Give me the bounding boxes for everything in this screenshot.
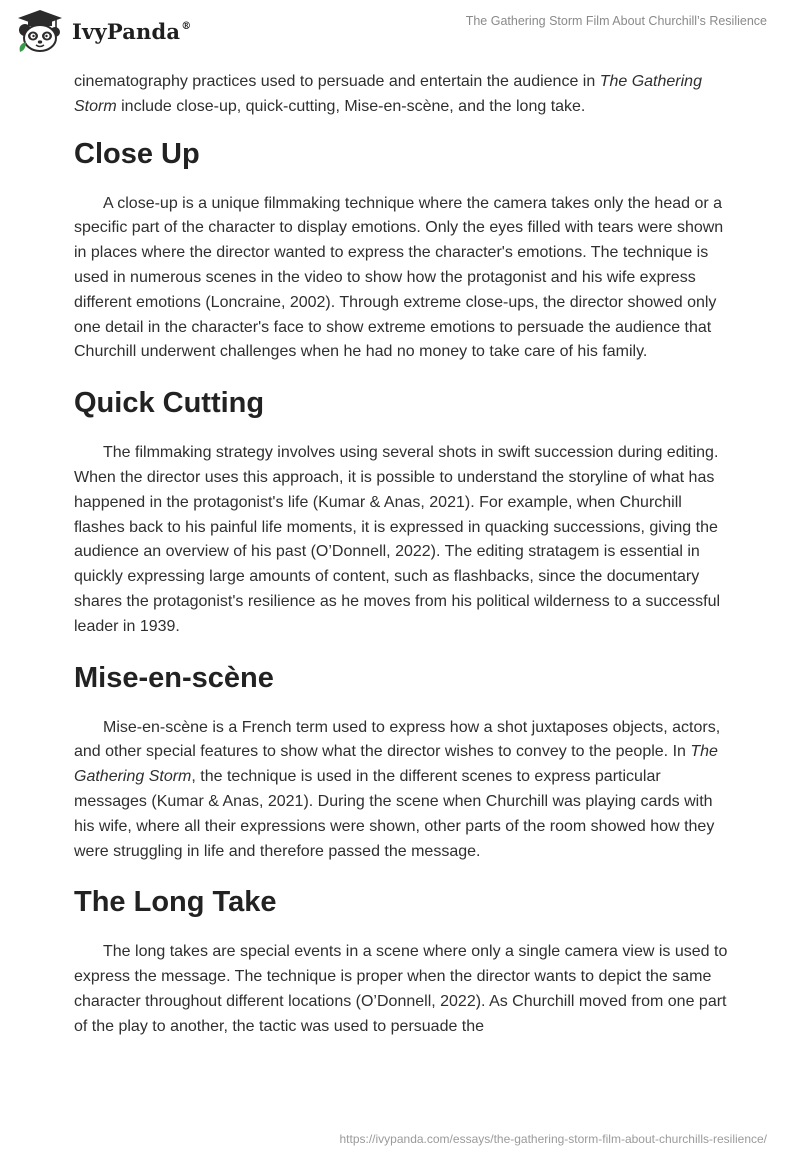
section-heading-quick-cutting: Quick Cutting [74, 387, 265, 420]
mise-en-scene-paragraph: Mise-en-scène is a French term used to express how a shot juxtaposes objects, actors, and other special features to show what the director wishes to convey to the people. In The Gathering Storm, the technique is used in the different scenes to express particular messages (Kumar & Anas, 2021). During the scene when Churchill was playing cards with his wife, where all their expressions were shown, other parts of the room showed how they were struggling in life and therefore passed the message. [74, 718, 721, 860]
ivypanda-logo[interactable] [16, 8, 191, 54]
close-up-paragraph: A close-up is a unique filmmaking technique where the camera takes only the head or a specific part of the character to display emotions. Only the eyes filled with tears were shown in places where the director wanted to express the character's emotions. The technique is used in numerous scenes in the video to show how the protagonist and his wife express different emotions (Loncraine, 2002). Through extreme close-ups, the director showed only one detail in the character's face to show extreme emotions to persuade the audience that Churchill underwent challenges when he had no money to take care of his family. [74, 194, 724, 361]
document-title: The Gathering Storm Film About Churchill’s Resilience [465, 14, 767, 28]
section-heading-mise-en-scene: Mise-en-scène [74, 661, 274, 694]
long-take-paragraph: The long takes are special events in a scene where only a single camera view is used to express the message. The technique is proper when the director wants to depict the same character throughout different locations (O’Donnell, 2022). As Churchill moved from one part of the play to another, the tactic was used to persuade the [74, 943, 728, 1035]
section-heading-close-up: Close Up [74, 137, 200, 170]
essay-content [74, 70, 734, 1040]
film-title-italic: The Gathering Storm [74, 743, 718, 786]
source-url[interactable]: https://ivypanda.com/essays/the-gathering-storm-film-about-churchills-resilience/ [339, 1132, 767, 1146]
quick-cutting-paragraph: The filmmaking strategy involves using several shots in swift succession during editing. When the director uses this approach, it is possible to understand the storyline of what has happened in the protagonist's life (Kumar & Anas, 2021). For example, when Churchill flashes back to his painful life moments, it is expressed in quacking successions, giving the audience an overview of his past (O’Donnell, 2022). The editing stratagem is essential in quickly expressing large amounts of content, such as flashbacks, since the documentary shares the protagonist's resilience as he moves from his political wilderness to a successful leader in 1939. [74, 444, 721, 635]
intro-paragraph: cinematography practices used to persuade and entertain the audience in The Gathering Storm include close-up, quick-cutting, Mise-en-scène, and the long take. [74, 73, 702, 115]
panda-logo-icon [16, 8, 64, 54]
film-title-italic: The Gathering Storm [74, 73, 702, 115]
section-heading-long-take: The Long Take [74, 886, 277, 919]
registered-mark: ® [181, 20, 192, 32]
page-header [0, 0, 800, 64]
logo-wordmark: IvyPanda® [72, 18, 192, 44]
